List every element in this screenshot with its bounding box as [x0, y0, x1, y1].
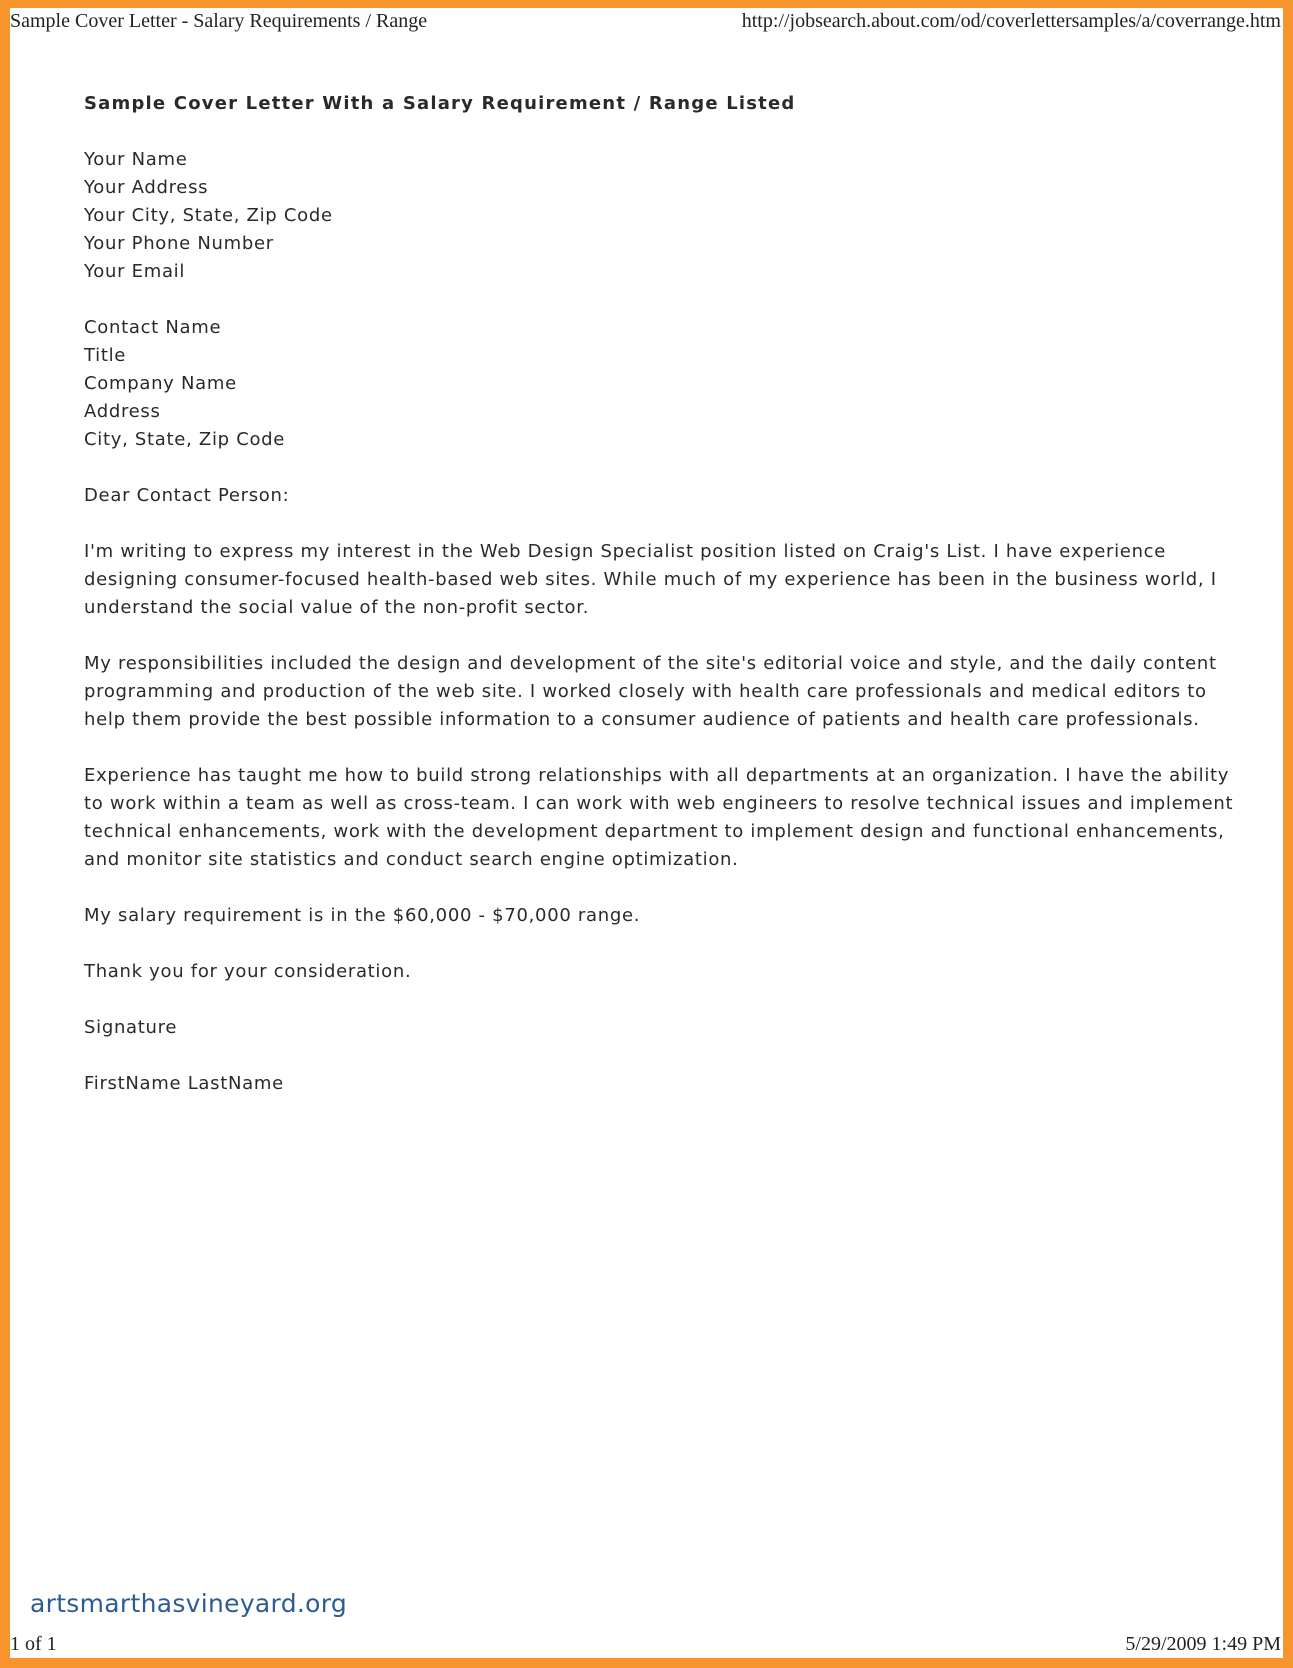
print-timestamp: 5/29/2009 1:49 PM [1125, 1633, 1281, 1655]
recipient-contact-name: Contact Name [84, 317, 222, 338]
sender-address: Your Address [84, 177, 209, 198]
recipient-title: Title [84, 345, 127, 366]
body-paragraph: I'm writing to express my interest in the Web Design Specialist position listed on Craig's List. I have experience designing consumer-focused health-based web sites. While much of my experience has been in the business world, I understand the social value of the non-profit sector. [84, 541, 1217, 618]
sender-address-block [84, 146, 1234, 286]
body-paragraph: My responsibilities included the design and development of the site's editorial voice and style, and the daily content programming and production of the web site. I worked closely with health care professionals and medical editors to help them provide the best possible information to a consumer audience of patients and health care professionals. [84, 653, 1217, 730]
signature-line: Signature [84, 1017, 178, 1038]
page-header-title: Sample Cover Letter - Salary Requirements / Range [10, 10, 428, 32]
sender-name: Your Name [84, 149, 188, 170]
recipient-city-state-zip: City, State, Zip Code [84, 429, 286, 450]
salary-paragraph: My salary requirement is in the $60,000 - $70,000 range. [84, 905, 641, 926]
sender-phone: Your Phone Number [84, 233, 274, 254]
watermark-text: artsmarthasvineyard.org [30, 1589, 348, 1618]
cover-letter [84, 90, 1234, 1126]
letter-title: Sample Cover Letter With a Salary Requirement / Range Listed [84, 93, 796, 114]
closing-paragraph: Thank you for your consideration. [84, 961, 412, 982]
document-page [10, 8, 1283, 1658]
signer-name: FirstName LastName [84, 1073, 284, 1094]
salutation: Dear Contact Person: [84, 485, 290, 506]
sender-email: Your Email [84, 261, 186, 282]
page-count: 1 of 1 [10, 1633, 57, 1655]
sender-city-state-zip: Your City, State, Zip Code [84, 205, 333, 226]
body-paragraph: Experience has taught me how to build strong relationships with all departments at an organization. I have the ability to work within a team as well as cross-team. I can work with web engineers to resolve technical issues and implement technical enhancements, work with the development department to implement design and functional enhancements, and monitor site statistics and conduct search engine optimization. [84, 765, 1234, 870]
recipient-address: Address [84, 401, 161, 422]
recipient-company: Company Name [84, 373, 237, 394]
recipient-address-block [84, 314, 1234, 454]
page-header-url: http://jobsearch.about.com/od/coverlettersamples/a/coverrange.htm [741, 10, 1281, 32]
